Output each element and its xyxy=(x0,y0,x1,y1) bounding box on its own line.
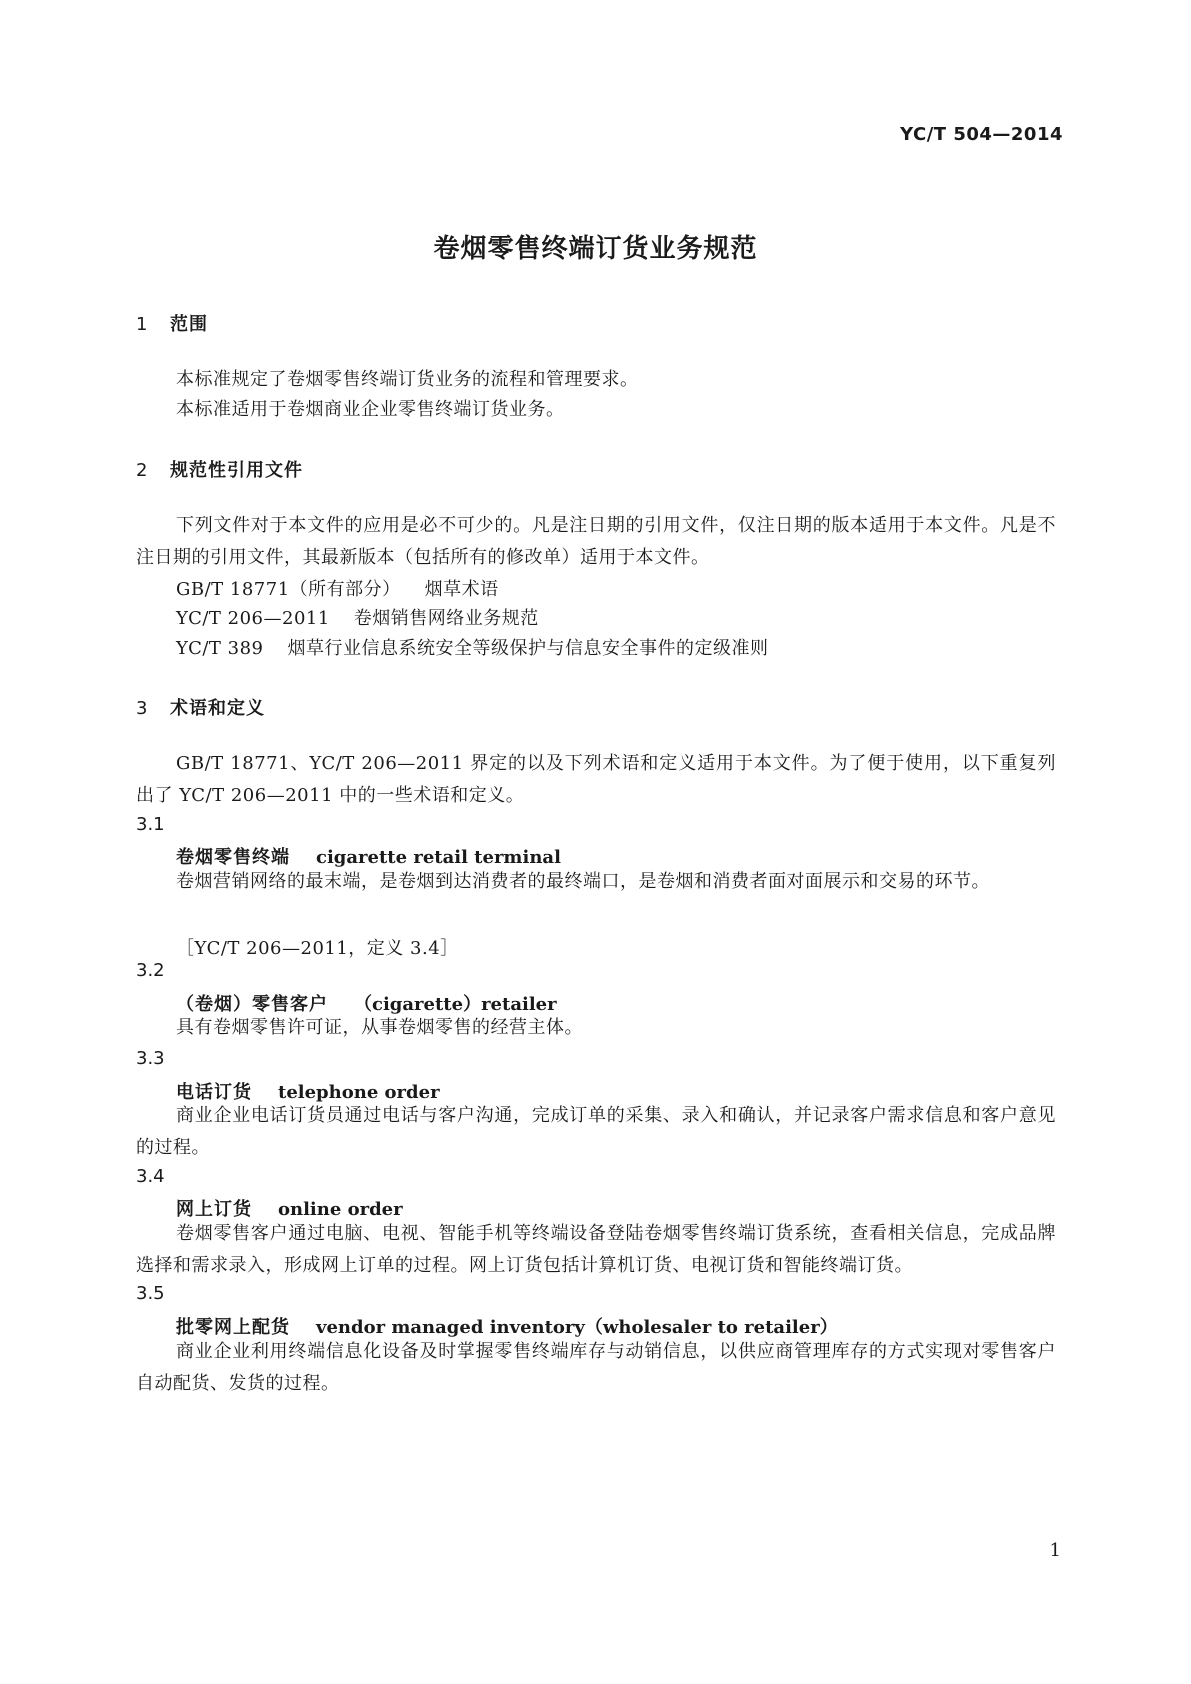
standard-code: YC/T 504—2014 xyxy=(900,124,1063,145)
reference-code: YC/T 389 xyxy=(176,638,264,659)
reference-code: GB/T 18771（所有部分） xyxy=(176,579,401,600)
term-english: telephone order xyxy=(278,1082,440,1103)
section-number: 3 xyxy=(136,698,149,719)
term-definition: 具有卷烟零售许可证，从事卷烟零售的经营主体。 xyxy=(176,1017,583,1038)
term-english: cigarette retail terminal xyxy=(316,847,561,868)
reference-code: YC/T 206—2011 xyxy=(176,608,330,629)
term-chinese: 网上订货 xyxy=(176,1199,252,1220)
section-number: 2 xyxy=(136,460,149,481)
section-1-heading xyxy=(136,310,208,336)
terms-intro: GB/T 18771、YC/T 206—2011 界定的以及下列术语和定义适用于本文件。为了便于使用，以下重复列出了 YC/T 206—2011 中的一些术语和定义。 xyxy=(136,753,1056,806)
term-definition: 卷烟营销网络的最末端，是卷烟到达消费者的最终端口，是卷烟和消费者面对面展示和交易的环节。 xyxy=(176,871,990,892)
reference-title: 卷烟销售网络业务规范 xyxy=(353,608,539,629)
section-title: 范围 xyxy=(170,314,208,335)
normative-references-intro: 下列文件对于本文件的应用是必不可少的。凡是注日期的引用文件，仅注日期的版本适用于本文件。凡是不注日期的引用文件，其最新版本（包括所有的修改单）适用于本文件。 xyxy=(136,515,1056,568)
reference-item xyxy=(176,634,769,660)
section-title: 术语和定义 xyxy=(170,698,265,719)
term-definition: 卷烟零售客户通过电脑、电视、智能手机等终端设备登陆卷烟零售终端订货系统，查看相关信息，完成品牌选择和需求录入，形成网上订单的过程。网上订货包括计算机订货、电视订货和智能终端订货。 xyxy=(136,1223,1056,1276)
scope-paragraph-2: 本标准适用于卷烟商业企业零售终端订货业务。 xyxy=(176,399,565,420)
term-source: ［YC/T 206—2011，定义 3.4］ xyxy=(176,938,459,959)
term-number: 3.4 xyxy=(136,1166,165,1187)
reference-title: 烟草术语 xyxy=(424,579,499,600)
section-title: 规范性引用文件 xyxy=(170,460,303,481)
section-number: 1 xyxy=(136,314,149,335)
document-title: 卷烟零售终端订货业务规范 xyxy=(433,234,758,264)
section-3-heading xyxy=(136,694,265,720)
term-definition: 商业企业电话订货员通过电话与客户沟通，完成订单的采集、录入和确认，并记录客户需求信息和客户意见的过程。 xyxy=(136,1105,1056,1158)
term-definition: 商业企业利用终端信息化设备及时掌握零售终端库存与动销信息，以供应商管理库存的方式实现对零售客户自动配货、发货的过程。 xyxy=(136,1341,1056,1394)
scope-paragraph-1: 本标准规定了卷烟零售终端订货业务的流程和管理要求。 xyxy=(176,369,639,390)
reference-item xyxy=(176,604,539,630)
term-english: online order xyxy=(278,1199,403,1220)
term-number: 3.3 xyxy=(136,1048,165,1069)
term-chinese: 电话订货 xyxy=(176,1082,252,1103)
page-number: 1 xyxy=(1049,1540,1061,1561)
term-english: vendor managed inventory（wholesaler to retailer） xyxy=(316,1317,838,1338)
term-number: 3.5 xyxy=(136,1283,165,1304)
reference-item xyxy=(176,575,499,601)
term-chinese: （卷烟）零售客户 xyxy=(176,994,328,1015)
section-2-heading xyxy=(136,456,303,482)
term-number: 3.2 xyxy=(136,960,165,981)
reference-title: 烟草行业信息系统安全等级保护与信息安全事件的定级准则 xyxy=(287,638,769,659)
term-chinese: 卷烟零售终端 xyxy=(176,847,290,868)
term-english: （cigarette）retailer xyxy=(354,994,557,1015)
term-chinese: 批零网上配货 xyxy=(176,1317,290,1338)
term-number: 3.1 xyxy=(136,814,165,835)
